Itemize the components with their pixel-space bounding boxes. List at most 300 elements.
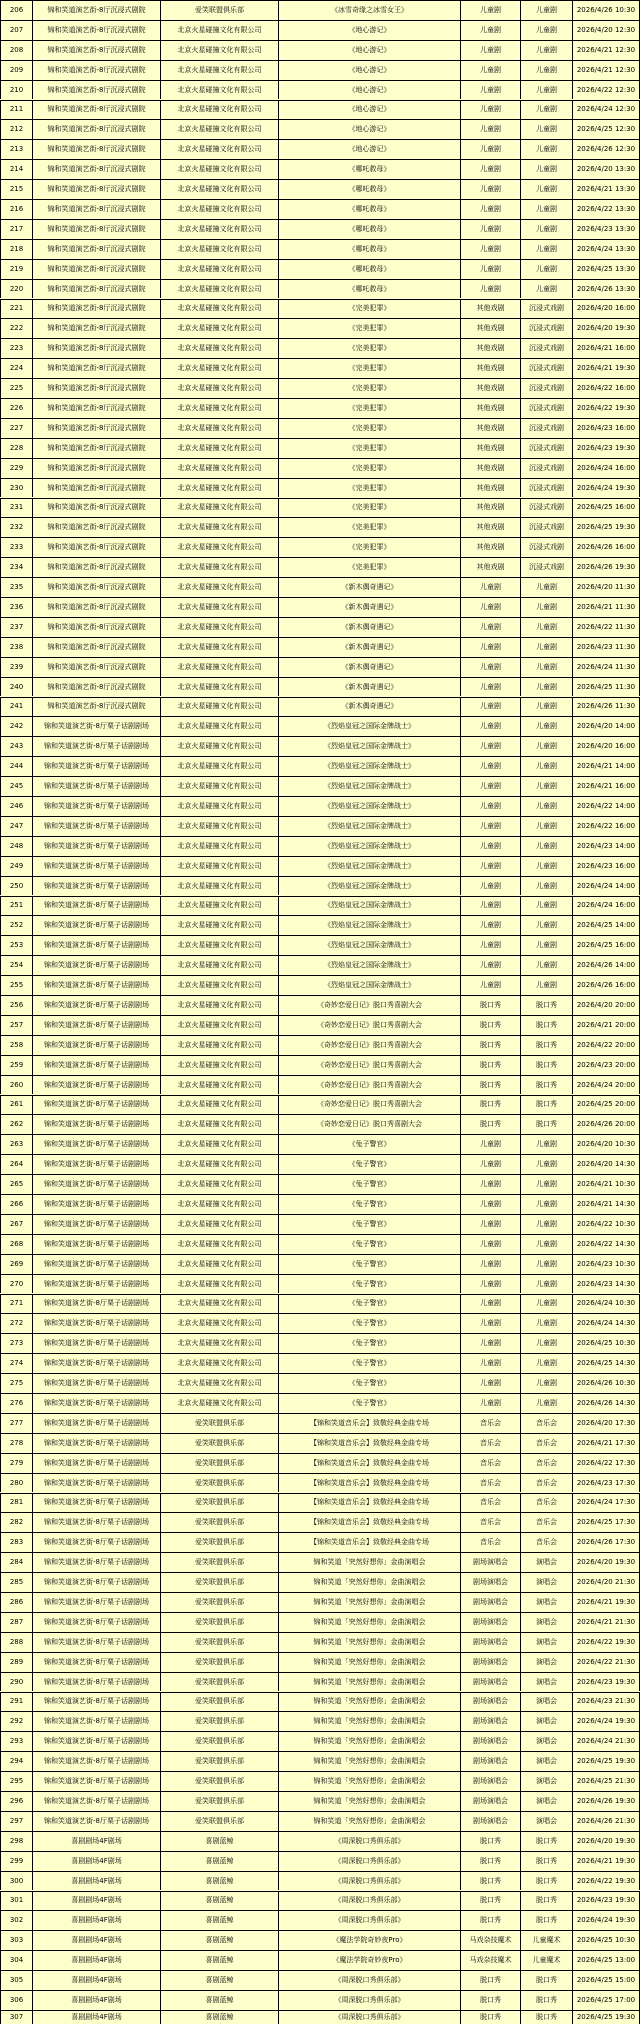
cell-time: 2026/4/22 17:30 — [572, 1454, 640, 1473]
cell-organizer: 北京火星碰撞文化有限公司 — [160, 419, 278, 438]
cell-no: 279 — [0, 1454, 32, 1473]
cell-subtype: 儿童剧 — [520, 737, 572, 756]
cell-no: 254 — [0, 956, 32, 975]
cell-time: 2026/4/20 17:30 — [572, 1414, 640, 1433]
cell-no: 305 — [0, 1971, 32, 1990]
cell-subtype: 儿童剧 — [520, 797, 572, 816]
cell-venue: 喜剧剧场4F剧场 — [32, 1872, 160, 1891]
cell-type: 儿童剧 — [460, 598, 520, 617]
cell-no: 235 — [0, 578, 32, 597]
cell-organizer: 北京火星碰撞文化有限公司 — [160, 1076, 278, 1095]
cell-subtype: 演唱会 — [520, 1553, 572, 1572]
table-row — [0, 1353, 640, 1373]
cell-organizer: 爱笑联盟俱乐部 — [160, 1533, 278, 1552]
cell-venue: 锦和笑道演艺街-8厅栗子话剧剧场 — [32, 1155, 160, 1174]
cell-no: 232 — [0, 518, 32, 537]
table-row — [0, 239, 640, 259]
cell-subtype: 儿童剧 — [520, 1135, 572, 1154]
cell-show: 《哪吒救母》 — [278, 160, 460, 179]
cell-subtype: 儿童剧 — [520, 1195, 572, 1214]
cell-venue: 锦和笑道演艺街-8厅栗子话剧剧场 — [32, 1494, 160, 1513]
cell-show: 《烈焰皇冠之国际金牌战士》 — [278, 897, 460, 916]
cell-type: 儿童剧 — [460, 618, 520, 637]
cell-venue: 锦和笑道演艺街-8厅沉浸式剧院 — [32, 359, 160, 378]
cell-organizer: 爱笑联盟俱乐部 — [160, 1474, 278, 1493]
table-row — [0, 1891, 640, 1911]
cell-subtype: 儿童剧 — [520, 837, 572, 856]
cell-no: 242 — [0, 717, 32, 736]
cell-type: 马戏杂技魔术 — [460, 1951, 520, 1970]
cell-time: 2026/4/25 12:30 — [572, 120, 640, 139]
cell-venue: 锦和笑道演艺街-8厅沉浸式剧院 — [32, 260, 160, 279]
cell-type: 剧场演唱会 — [460, 1633, 520, 1652]
table-row — [0, 1950, 640, 1970]
table-row — [0, 1811, 640, 1831]
cell-time: 2026/4/25 19:30 — [572, 1752, 640, 1771]
table-row — [0, 1294, 640, 1314]
cell-type: 其他戏剧 — [460, 419, 520, 438]
cell-no: 228 — [0, 439, 32, 458]
cell-venue: 锦和笑道演艺街-8厅栗子话剧剧场 — [32, 1056, 160, 1075]
cell-show: 《哪吒救母》 — [278, 240, 460, 259]
cell-organizer: 北京火星碰撞文化有限公司 — [160, 499, 278, 518]
cell-subtype: 儿童剧 — [520, 280, 572, 299]
cell-venue: 锦和笑道演艺街-8厅栗子话剧剧场 — [32, 1215, 160, 1234]
cell-time: 2026/4/23 14:00 — [572, 837, 640, 856]
cell-subtype: 儿童剧 — [520, 1314, 572, 1333]
cell-venue: 锦和笑道演艺街-8厅沉浸式剧院 — [32, 319, 160, 338]
table-row — [0, 478, 640, 498]
cell-type: 脱口秀 — [460, 1852, 520, 1871]
cell-show: 锦和笑道「突然好想你」金曲演唱会 — [278, 1573, 460, 1592]
cell-show: 《完美犯罪》 — [278, 439, 460, 458]
table-row — [0, 199, 640, 219]
cell-organizer: 北京火星碰撞文化有限公司 — [160, 578, 278, 597]
cell-subtype: 沉浸式戏剧 — [520, 300, 572, 319]
cell-subtype: 脱口秀 — [520, 1832, 572, 1851]
cell-show: 《兔子警官》 — [278, 1295, 460, 1314]
cell-venue: 锦和笑道演艺街-8厅沉浸式剧院 — [32, 379, 160, 398]
cell-subtype: 演唱会 — [520, 1772, 572, 1791]
cell-show: 【锦和笑道音乐会】致敬经典金曲专场 — [278, 1454, 460, 1473]
cell-show: 《哪吒救母》 — [278, 180, 460, 199]
cell-organizer: 北京火星碰撞文化有限公司 — [160, 1374, 278, 1393]
table-row — [0, 299, 640, 319]
cell-type: 儿童剧 — [460, 1374, 520, 1393]
cell-organizer: 爱笑联盟俱乐部 — [160, 1613, 278, 1632]
cell-no: 231 — [0, 499, 32, 518]
cell-organizer: 爱笑联盟俱乐部 — [160, 1593, 278, 1612]
cell-subtype: 沉浸式戏剧 — [520, 319, 572, 338]
cell-organizer: 北京火星碰撞文化有限公司 — [160, 558, 278, 577]
cell-type: 其他戏剧 — [460, 479, 520, 498]
cell-show: 《周深脱口秀俱乐部》 — [278, 1852, 460, 1871]
cell-show: 《新木偶奇遇记》 — [278, 678, 460, 697]
cell-type: 儿童剧 — [460, 956, 520, 975]
cell-time: 2026/4/21 21:30 — [572, 1613, 640, 1632]
cell-time: 2026/4/26 14:00 — [572, 956, 640, 975]
cell-no: 221 — [0, 300, 32, 319]
cell-organizer: 北京火星碰撞文化有限公司 — [160, 1235, 278, 1254]
cell-subtype: 沉浸式戏剧 — [520, 399, 572, 418]
cell-venue: 锦和笑道演艺街-8厅栗子话剧剧场 — [32, 996, 160, 1015]
table-row — [0, 1154, 640, 1174]
cell-time: 2026/4/22 16:00 — [572, 817, 640, 836]
cell-venue: 喜剧剧场4F剧场 — [32, 1951, 160, 1970]
table-row — [0, 1711, 640, 1731]
cell-time: 2026/4/24 13:30 — [572, 240, 640, 259]
table-row — [0, 1075, 640, 1095]
cell-organizer: 北京火星碰撞文化有限公司 — [160, 1354, 278, 1373]
cell-organizer: 北京火星碰撞文化有限公司 — [160, 101, 278, 120]
cell-show: 《周深脱口秀俱乐部》 — [278, 1971, 460, 1990]
cell-organizer: 北京火星碰撞文化有限公司 — [160, 618, 278, 637]
cell-no: 303 — [0, 1931, 32, 1950]
cell-organizer: 北京火星碰撞文化有限公司 — [160, 1135, 278, 1154]
table-row — [0, 1970, 640, 1990]
cell-organizer: 北京火星碰撞文化有限公司 — [160, 737, 278, 756]
cell-show: 《兔子警官》 — [278, 1314, 460, 1333]
cell-subtype: 演唱会 — [520, 1812, 572, 1831]
cell-no: 240 — [0, 678, 32, 697]
cell-venue: 锦和笑道演艺街-8厅栗子话剧剧场 — [32, 877, 160, 896]
cell-organizer: 爱笑联盟俱乐部 — [160, 1752, 278, 1771]
cell-time: 2026/4/25 20:00 — [572, 1096, 640, 1115]
cell-no: 217 — [0, 220, 32, 239]
cell-type: 儿童剧 — [460, 280, 520, 299]
cell-time: 2026/4/22 10:30 — [572, 1215, 640, 1234]
cell-venue: 锦和笑道演艺街-8厅沉浸式剧院 — [32, 81, 160, 100]
cell-type: 剧场演唱会 — [460, 1673, 520, 1692]
cell-subtype: 儿童剧 — [520, 220, 572, 239]
cell-no: 285 — [0, 1573, 32, 1592]
table-row — [0, 0, 640, 20]
table-row — [0, 975, 640, 995]
cell-type: 其他戏剧 — [460, 459, 520, 478]
cell-venue: 锦和笑道演艺街-8厅栗子话剧剧场 — [32, 1772, 160, 1791]
cell-show: 锦和笑道「突然好想你」金曲演唱会 — [278, 1633, 460, 1652]
cell-venue: 锦和笑道演艺街-8厅栗子话剧剧场 — [32, 1115, 160, 1134]
cell-time: 2026/4/21 20:00 — [572, 1016, 640, 1035]
cell-subtype: 脱口秀 — [520, 2011, 572, 2024]
cell-type: 其他戏剧 — [460, 379, 520, 398]
cell-venue: 锦和笑道演艺街-8厅栗子话剧剧场 — [32, 1553, 160, 1572]
cell-type: 儿童剧 — [460, 1275, 520, 1294]
cell-show: 《完美犯罪》 — [278, 538, 460, 557]
cell-venue: 锦和笑道演艺街-8厅沉浸式剧院 — [32, 439, 160, 458]
cell-time: 2026/4/23 21:30 — [572, 1693, 640, 1712]
cell-organizer: 北京火星碰撞文化有限公司 — [160, 240, 278, 259]
cell-venue: 锦和笑道演艺街-8厅沉浸式剧院 — [32, 140, 160, 159]
cell-type: 儿童剧 — [460, 1235, 520, 1254]
cell-type: 其他戏剧 — [460, 300, 520, 319]
table-row — [0, 756, 640, 776]
cell-time: 2026/4/25 15:00 — [572, 1971, 640, 1990]
cell-show: 《哪吒救母》 — [278, 260, 460, 279]
cell-venue: 锦和笑道演艺街-8厅栗子话剧剧场 — [32, 1354, 160, 1373]
table-row — [0, 1313, 640, 1333]
cell-show: 锦和笑道「突然好想你」金曲演唱会 — [278, 1812, 460, 1831]
cell-venue: 锦和笑道演艺街-8厅栗子话剧剧场 — [32, 777, 160, 796]
cell-venue: 锦和笑道演艺街-8厅栗子话剧剧场 — [32, 1673, 160, 1692]
cell-time: 2026/4/21 19:30 — [572, 359, 640, 378]
cell-time: 2026/4/25 10:30 — [572, 1931, 640, 1950]
cell-venue: 锦和笑道演艺街-8厅沉浸式剧院 — [32, 240, 160, 259]
cell-show: 《兔子警官》 — [278, 1374, 460, 1393]
cell-organizer: 北京火星碰撞文化有限公司 — [160, 757, 278, 776]
cell-type: 儿童剧 — [460, 1295, 520, 1314]
cell-venue: 锦和笑道演艺街-8厅沉浸式剧院 — [32, 578, 160, 597]
cell-subtype: 演唱会 — [520, 1653, 572, 1672]
cell-no: 263 — [0, 1135, 32, 1154]
cell-type: 脱口秀 — [460, 1076, 520, 1095]
cell-time: 2026/4/20 20:00 — [572, 996, 640, 1015]
table-row — [0, 1373, 640, 1393]
cell-type: 剧场演唱会 — [460, 1693, 520, 1712]
cell-subtype: 儿童剧 — [520, 180, 572, 199]
cell-venue: 锦和笑道演艺街-8厅栗子话剧剧场 — [32, 1513, 160, 1532]
cell-no: 278 — [0, 1434, 32, 1453]
cell-venue: 锦和笑道演艺街-8厅沉浸式剧院 — [32, 518, 160, 537]
cell-no: 223 — [0, 339, 32, 358]
table-row — [0, 1532, 640, 1552]
cell-no: 290 — [0, 1673, 32, 1692]
cell-time: 2026/4/20 16:00 — [572, 737, 640, 756]
cell-time: 2026/4/21 16:00 — [572, 777, 640, 796]
cell-time: 2026/4/20 14:00 — [572, 717, 640, 736]
cell-organizer: 爱笑联盟俱乐部 — [160, 1414, 278, 1433]
cell-no: 218 — [0, 240, 32, 259]
cell-venue: 喜剧剧场4F剧场 — [32, 1911, 160, 1930]
cell-venue: 喜剧剧场4F剧场 — [32, 1852, 160, 1871]
cell-show: 《兔子警官》 — [278, 1135, 460, 1154]
cell-time: 2026/4/22 20:00 — [572, 1036, 640, 1055]
cell-subtype: 儿童剧 — [520, 598, 572, 617]
cell-type: 儿童剧 — [460, 817, 520, 836]
cell-no: 299 — [0, 1852, 32, 1871]
cell-show: 《烈焰皇冠之国际金牌战士》 — [278, 817, 460, 836]
cell-type: 音乐会 — [460, 1533, 520, 1552]
cell-subtype: 沉浸式戏剧 — [520, 538, 572, 557]
cell-no: 297 — [0, 1812, 32, 1831]
cell-no: 287 — [0, 1613, 32, 1632]
table-row — [0, 60, 640, 80]
table-row — [0, 1731, 640, 1751]
cell-subtype: 儿童剧 — [520, 1215, 572, 1234]
cell-show: 《奇妙恋爱日记》脱口秀喜剧大会 — [278, 1076, 460, 1095]
cell-subtype: 儿童剧 — [520, 41, 572, 60]
cell-venue: 锦和笑道演艺街-8厅沉浸式剧院 — [32, 638, 160, 657]
cell-show: 《完美犯罪》 — [278, 558, 460, 577]
cell-venue: 锦和笑道演艺街-8厅栗子话剧剧场 — [32, 1474, 160, 1493]
cell-venue: 锦和笑道演艺街-8厅栗子话剧剧场 — [32, 737, 160, 756]
cell-subtype: 演唱会 — [520, 1613, 572, 1632]
cell-no: 281 — [0, 1494, 32, 1513]
cell-show: 《烈焰皇冠之国际金牌战士》 — [278, 916, 460, 935]
cell-type: 儿童剧 — [460, 1175, 520, 1194]
cell-time: 2026/4/20 10:30 — [572, 1135, 640, 1154]
cell-type: 儿童剧 — [460, 877, 520, 896]
cell-venue: 锦和笑道演艺街-8厅栗子话剧剧场 — [32, 1653, 160, 1672]
cell-no: 296 — [0, 1792, 32, 1811]
cell-no: 214 — [0, 160, 32, 179]
cell-no: 255 — [0, 976, 32, 995]
table-row — [0, 876, 640, 896]
cell-time: 2026/4/23 19:30 — [572, 1673, 640, 1692]
cell-type: 儿童剧 — [460, 837, 520, 856]
cell-show: 《地心游记》 — [278, 81, 460, 100]
cell-time: 2026/4/22 12:30 — [572, 81, 640, 100]
table-row — [0, 1831, 640, 1851]
table-row — [0, 796, 640, 816]
cell-type: 音乐会 — [460, 1513, 520, 1532]
cell-organizer: 北京火星碰撞文化有限公司 — [160, 1155, 278, 1174]
cell-venue: 锦和笑道演艺街-8厅栗子话剧剧场 — [32, 916, 160, 935]
table-row — [0, 1751, 640, 1771]
cell-no: 216 — [0, 200, 32, 219]
cell-type: 脱口秀 — [460, 1971, 520, 1990]
cell-organizer: 爱笑联盟俱乐部 — [160, 1812, 278, 1831]
cell-subtype: 儿童剧 — [520, 817, 572, 836]
cell-type: 其他戏剧 — [460, 359, 520, 378]
cell-organizer: 北京火星碰撞文化有限公司 — [160, 877, 278, 896]
table-row — [0, 1771, 640, 1791]
table-row — [0, 677, 640, 697]
cell-subtype: 演唱会 — [520, 1792, 572, 1811]
cell-show: 《完美犯罪》 — [278, 359, 460, 378]
cell-venue: 锦和笑道演艺街-8厅沉浸式剧院 — [32, 558, 160, 577]
cell-subtype: 脱口秀 — [520, 1991, 572, 2010]
cell-time: 2026/4/26 20:00 — [572, 1115, 640, 1134]
cell-venue: 锦和笑道演艺街-8厅沉浸式剧院 — [32, 658, 160, 677]
cell-subtype: 音乐会 — [520, 1533, 572, 1552]
table-row — [0, 1990, 640, 2010]
cell-time: 2026/4/23 11:30 — [572, 638, 640, 657]
cell-organizer: 北京火星碰撞文化有限公司 — [160, 956, 278, 975]
cell-subtype: 儿童剧 — [520, 160, 572, 179]
table-row — [0, 318, 640, 338]
cell-subtype: 儿童剧 — [520, 1255, 572, 1274]
cell-subtype: 脱口秀 — [520, 1115, 572, 1134]
cell-type: 剧场演唱会 — [460, 1593, 520, 1612]
table-row — [0, 1572, 640, 1592]
cell-time: 2026/4/24 17:30 — [572, 1494, 640, 1513]
cell-time: 2026/4/20 19:30 — [572, 319, 640, 338]
cell-type: 儿童剧 — [460, 578, 520, 597]
cell-type: 马戏杂技魔术 — [460, 1931, 520, 1950]
cell-venue: 锦和笑道演艺街-8厅沉浸式剧院 — [32, 160, 160, 179]
cell-type: 脱口秀 — [460, 1036, 520, 1055]
cell-no: 307 — [0, 2011, 32, 2024]
cell-no: 286 — [0, 1593, 32, 1612]
cell-no: 207 — [0, 21, 32, 40]
cell-time: 2026/4/25 17:30 — [572, 1513, 640, 1532]
cell-time: 2026/4/21 16:00 — [572, 339, 640, 358]
cell-type: 其他戏剧 — [460, 558, 520, 577]
cell-show: 《魔法学院奇妙夜Pro》 — [278, 1931, 460, 1950]
cell-time: 2026/4/23 14:30 — [572, 1275, 640, 1294]
cell-venue: 锦和笑道演艺街-8厅沉浸式剧院 — [32, 200, 160, 219]
cell-show: 《奇妙恋爱日记》脱口秀喜剧大会 — [278, 996, 460, 1015]
cell-organizer: 北京火星碰撞文化有限公司 — [160, 817, 278, 836]
cell-subtype: 演唱会 — [520, 1712, 572, 1731]
cell-no: 230 — [0, 479, 32, 498]
cell-no: 273 — [0, 1334, 32, 1353]
cell-venue: 锦和笑道演艺街-8厅栗子话剧剧场 — [32, 1633, 160, 1652]
cell-no: 276 — [0, 1394, 32, 1413]
cell-time: 2026/4/21 17:30 — [572, 1434, 640, 1453]
cell-organizer: 北京火星碰撞文化有限公司 — [160, 996, 278, 1015]
table-row — [0, 20, 640, 40]
table-row — [0, 657, 640, 677]
cell-subtype: 儿童剧 — [520, 1374, 572, 1393]
cell-time: 2026/4/23 19:30 — [572, 439, 640, 458]
cell-venue: 锦和笑道演艺街-8厅栗子话剧剧场 — [32, 797, 160, 816]
cell-organizer: 北京火星碰撞文化有限公司 — [160, 797, 278, 816]
cell-show: 《周深脱口秀俱乐部》 — [278, 1911, 460, 1930]
cell-show: 《兔子警官》 — [278, 1235, 460, 1254]
cell-type: 儿童剧 — [460, 717, 520, 736]
cell-venue: 锦和笑道演艺街-8厅栗子话剧剧场 — [32, 1076, 160, 1095]
cell-organizer: 北京火星碰撞文化有限公司 — [160, 81, 278, 100]
table-row — [0, 1015, 640, 1035]
cell-type: 儿童剧 — [460, 200, 520, 219]
cell-time: 2026/4/24 16:00 — [572, 897, 640, 916]
cell-organizer: 喜剧蓝鲸 — [160, 2011, 278, 2024]
cell-venue: 锦和笑道演艺街-8厅沉浸式剧院 — [32, 698, 160, 717]
cell-no: 267 — [0, 1215, 32, 1234]
cell-show: 《兔子警官》 — [278, 1215, 460, 1234]
cell-subtype: 音乐会 — [520, 1434, 572, 1453]
cell-time: 2026/4/21 10:30 — [572, 1175, 640, 1194]
table-row — [0, 1114, 640, 1134]
cell-subtype: 儿童剧 — [520, 61, 572, 80]
cell-venue: 锦和笑道演艺街-8厅沉浸式剧院 — [32, 180, 160, 199]
table-row — [0, 119, 640, 139]
cell-type: 儿童剧 — [460, 21, 520, 40]
cell-venue: 锦和笑道演艺街-8厅沉浸式剧院 — [32, 1, 160, 20]
cell-venue: 喜剧剧场4F剧场 — [32, 2011, 160, 2024]
table-row — [0, 1433, 640, 1453]
cell-type: 音乐会 — [460, 1494, 520, 1513]
cell-time: 2026/4/23 19:30 — [572, 1892, 640, 1911]
table-row — [0, 1871, 640, 1891]
cell-venue: 锦和笑道演艺街-8厅沉浸式剧院 — [32, 618, 160, 637]
table-row — [0, 1393, 640, 1413]
cell-type: 儿童剧 — [460, 658, 520, 677]
cell-subtype: 儿童剧 — [520, 1155, 572, 1174]
cell-show: 《兔子警官》 — [278, 1195, 460, 1214]
cell-venue: 锦和笑道演艺街-8厅沉浸式剧院 — [32, 21, 160, 40]
cell-time: 2026/4/23 16:00 — [572, 419, 640, 438]
cell-time: 2026/4/24 10:30 — [572, 1295, 640, 1314]
cell-type: 儿童剧 — [460, 1354, 520, 1373]
cell-time: 2026/4/20 14:30 — [572, 1155, 640, 1174]
cell-time: 2026/4/25 19:30 — [572, 518, 640, 537]
table-row — [0, 100, 640, 120]
cell-no: 306 — [0, 1991, 32, 2010]
cell-time: 2026/4/21 12:30 — [572, 61, 640, 80]
cell-subtype: 儿童魔术 — [520, 1951, 572, 1970]
cell-type: 儿童剧 — [460, 61, 520, 80]
cell-no: 270 — [0, 1275, 32, 1294]
cell-type: 音乐会 — [460, 1414, 520, 1433]
cell-no: 227 — [0, 419, 32, 438]
cell-no: 298 — [0, 1832, 32, 1851]
table-row — [0, 995, 640, 1015]
cell-organizer: 北京火星碰撞文化有限公司 — [160, 1394, 278, 1413]
cell-subtype: 音乐会 — [520, 1513, 572, 1532]
